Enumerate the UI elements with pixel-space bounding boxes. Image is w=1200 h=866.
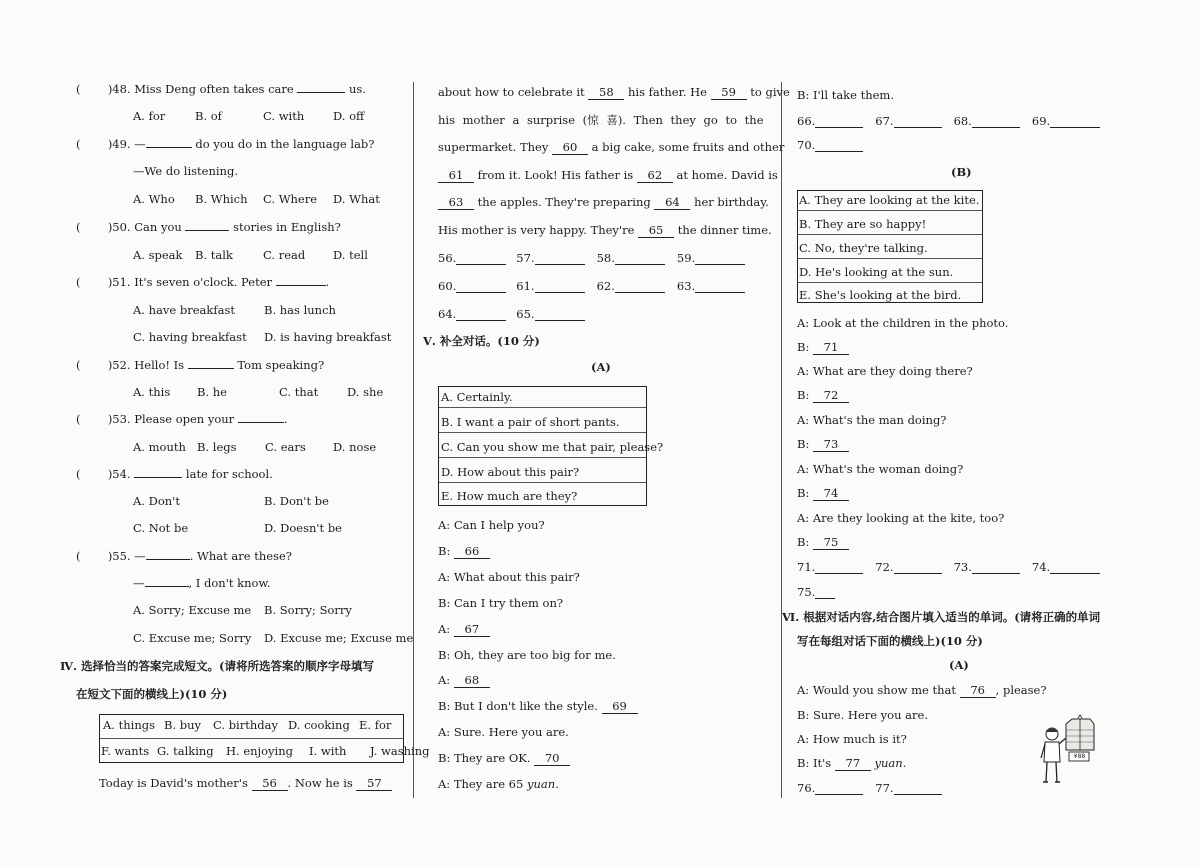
column-divider-left (413, 82, 414, 798)
answer-number: 64. (438, 307, 457, 321)
boy-and-jacket-image (1036, 714, 1096, 786)
answer-blank (146, 147, 192, 148)
option-a: A. Don't (133, 494, 180, 508)
blank-67: 67 (454, 622, 490, 637)
answer-line (894, 561, 942, 574)
section-5-part-b: (B) (951, 165, 972, 179)
answer-line (1050, 115, 1100, 128)
dialogue-b-line-3: A: What are they doing there? (797, 364, 973, 378)
word-a: A. things (103, 718, 155, 732)
dialogue-line-4: B: Can I try them on? (438, 596, 564, 610)
word-i: I. with (309, 744, 347, 758)
dialogue-b-line-7: A: What's the woman doing? (797, 462, 964, 476)
dialogue-line-10 (438, 751, 570, 766)
blank-62: 62 (637, 168, 673, 183)
answer-paren: ( (76, 82, 81, 96)
answer-paren: ( (76, 358, 81, 372)
answer-line (894, 115, 942, 128)
question-48 (76, 82, 366, 96)
options-51-row2 (133, 330, 391, 344)
word-bank-box (99, 714, 430, 763)
question-text-after: . (325, 275, 330, 289)
speaker: B: (797, 437, 810, 451)
column-divider-right (781, 82, 782, 798)
blank-68: 68 (454, 673, 490, 688)
option-d: D. He's looking at the sun. (799, 265, 954, 279)
answer-line (1050, 561, 1100, 574)
word-bank-separator (100, 738, 403, 739)
answer-line (535, 252, 585, 265)
word-b: B. buy (164, 718, 202, 732)
option-d: D. How about this pair? (441, 465, 580, 479)
answer-number: 63. (676, 279, 696, 293)
passage-line-7 (438, 223, 772, 238)
section-6-title-line1: Ⅵ. 根据对话内容,结合图片填入适当的单词。(请将正确的单词 (782, 610, 1101, 624)
answer-line (695, 280, 745, 293)
answer-line (695, 252, 745, 265)
word-c: C. birthday (213, 718, 278, 732)
option-d: D. nose (333, 440, 377, 454)
answer-line (972, 115, 1020, 128)
passage-line-6 (438, 195, 769, 210)
dialogue-options-box-b (797, 190, 983, 303)
question-text: Miss Deng often takes care (134, 82, 294, 96)
option-b: B. talk (195, 248, 233, 262)
question-49 (76, 137, 374, 151)
option-a: A. Who (133, 192, 175, 206)
passage-line-1 (99, 776, 392, 791)
question-number: )54. (107, 467, 131, 481)
section-6-title-line2: 写在每组对话下面的横线上)(10 分) (797, 634, 983, 648)
answer-lines-row-3 (438, 307, 585, 321)
speaker: B: (797, 388, 810, 402)
box-separator (439, 407, 646, 408)
option-e: E. How much are they? (441, 489, 578, 503)
answer-lines-row-1 (438, 251, 745, 265)
word-e: E. for (359, 718, 392, 732)
option-c: C. read (263, 248, 306, 262)
shopping-illustration (1036, 714, 1096, 786)
box-separator (439, 432, 646, 433)
blank-77: 77 (835, 756, 871, 771)
answer-number: 59. (676, 251, 696, 265)
dialogue-text: B: They are OK. (438, 751, 531, 765)
word-bank-row-1 (103, 718, 391, 732)
option-d: D. is having breakfast (264, 330, 392, 344)
dialogue-text: A: Would you show me that (797, 683, 956, 697)
answer-line (972, 561, 1020, 574)
passage-text: supermarket. They (438, 140, 549, 154)
dialogue-text: , please? (995, 683, 1047, 697)
word-d: D. cooking (288, 718, 350, 732)
passage-text: the dinner time. (677, 223, 772, 237)
question-number: )52. (107, 358, 131, 372)
question-text-after: . What are these? (189, 549, 292, 563)
question-55-reply (133, 576, 271, 590)
dialogue-line-1: A: Can I help you? (438, 518, 545, 532)
answer-lines-66-69 (797, 114, 1100, 128)
question-text-after: . (283, 412, 288, 426)
options-54-row2 (133, 521, 342, 535)
options-48 (133, 109, 364, 123)
dialogue-c-line-1 (797, 683, 1047, 698)
dialogue-line-2 (438, 544, 490, 559)
answer-blank (188, 368, 234, 369)
answer-paren: ( (76, 137, 81, 151)
answer-number: 60. (438, 279, 457, 293)
option-a: A. have breakfast (133, 303, 235, 317)
option-d: D. What (333, 192, 380, 206)
dialogue-b-line-1: A: Look at the children in the photo. (797, 316, 1009, 330)
option-d: D. Excuse me; Excuse me (264, 631, 414, 645)
answer-lines-row-2 (438, 279, 745, 293)
answer-line (535, 280, 585, 293)
passage-text: a big cake, some fruits and other (591, 140, 785, 154)
dialogue-b-line-6 (797, 437, 849, 452)
option-a: A. Certainly. (441, 390, 513, 404)
question-number: )49. (107, 137, 131, 151)
blank-69: 69 (602, 699, 638, 714)
currency-unit: yuan. (874, 756, 907, 770)
passage-text: . Now he is (287, 776, 353, 790)
answer-paren: ( (76, 549, 81, 563)
section-5-part-a: (A) (591, 360, 611, 374)
dash: — (134, 137, 146, 151)
dialogue-line-11 (438, 777, 559, 791)
dialogue-line-9: A: Sure. Here you are. (438, 725, 569, 739)
word-j: J. washing (370, 744, 430, 758)
question-50 (76, 220, 341, 234)
question-number: )51. (107, 275, 131, 289)
option-a: A. mouth (133, 440, 186, 454)
answer-number: 68. (953, 114, 972, 128)
answer-number: 61. (516, 279, 535, 293)
answer-number: 67. (875, 114, 894, 128)
answer-line (815, 561, 863, 574)
blank-59: 59 (711, 85, 747, 100)
question-54 (76, 467, 273, 481)
answer-number: 74. (1031, 560, 1051, 574)
blank-57: 57 (356, 776, 392, 791)
question-55 (76, 549, 292, 563)
dialogue-line-7 (438, 673, 490, 688)
option-b: B. They are so happy! (799, 217, 927, 231)
dialogue-b-line-9: A: Are they looking at the kite, too? (797, 511, 1005, 525)
passage-text: her birthday. (694, 195, 769, 209)
answer-line (815, 782, 863, 795)
box-separator (798, 210, 982, 211)
answer-line-70 (797, 138, 863, 152)
passage-text: from it. Look! His father is (477, 168, 634, 182)
blank-72: 72 (813, 388, 849, 403)
answer-line (894, 782, 942, 795)
blank-63: 63 (438, 195, 474, 210)
option-a: A. this (133, 385, 171, 399)
option-c: C. ears (265, 440, 306, 454)
answer-line (535, 308, 585, 321)
blank-61: 61 (438, 168, 474, 183)
answer-paren: ( (76, 275, 81, 289)
price-tag-label: ¥88 (1073, 753, 1086, 760)
options-53 (133, 440, 376, 454)
option-c: C. that (279, 385, 319, 399)
reply-text: , I don't know. (188, 576, 271, 590)
option-b: B. Which (195, 192, 248, 206)
box-separator (798, 258, 982, 259)
box-separator (439, 482, 646, 483)
answer-line-75 (797, 585, 835, 599)
passage-line-2 (438, 85, 790, 100)
speaker: B: (797, 340, 810, 354)
option-a: A. Sorry; Excuse me (133, 603, 252, 617)
answer-line (456, 252, 506, 265)
section-6-part-a: (A) (949, 658, 969, 672)
dialogue-c-line-3: A: How much is it? (797, 732, 907, 746)
question-text: Hello! Is (134, 358, 185, 372)
box-separator (798, 282, 982, 283)
passage-text: His mother is very happy. They're (438, 223, 635, 237)
options-51-row1 (133, 303, 336, 317)
dialogue-text: B: It's (797, 756, 832, 770)
dialogue-b-line-8 (797, 486, 849, 501)
options-55-row1 (133, 603, 352, 617)
blank-60: 60 (552, 140, 588, 155)
option-c: C. Where (263, 192, 318, 206)
speaker: A: (438, 622, 451, 636)
question-text-after: do you do in the language lab? (195, 137, 375, 151)
option-c: C. Excuse me; Sorry (133, 631, 252, 645)
answer-number: 57. (516, 251, 535, 265)
answer-blank (276, 285, 326, 286)
dialogue-line-8 (438, 699, 638, 714)
answer-number: 73. (953, 560, 972, 574)
option-a: A. for (133, 109, 166, 123)
answer-line (456, 280, 506, 293)
blank-66: 66 (454, 544, 490, 559)
option-d: D. she (347, 385, 384, 399)
answer-paren: ( (76, 220, 81, 234)
box-separator (798, 234, 982, 235)
passage-line-4 (438, 140, 784, 155)
question-51 (76, 275, 329, 289)
passage-text: to give (750, 85, 790, 99)
answer-line (456, 308, 506, 321)
dialogue-text: A: They are 65 (438, 777, 524, 791)
passage-text: the apples. They're preparing (477, 195, 651, 209)
section-5-title: Ⅴ. 补全对话。(10 分) (423, 334, 540, 348)
dialogue-b-line-10 (797, 535, 849, 550)
option-e: E. She's looking at the bird. (799, 288, 962, 302)
option-a: A. speak (133, 248, 183, 262)
passage-text: at home. David is (676, 168, 778, 182)
answer-number: 69. (1031, 114, 1051, 128)
passage-text: about how to celebrate it (438, 85, 585, 99)
answer-blank (297, 92, 345, 93)
answer-blank (145, 586, 189, 587)
question-text-after: us. (349, 82, 366, 96)
answer-number: 66. (797, 114, 816, 128)
options-52 (133, 385, 383, 399)
answer-line (815, 139, 863, 152)
word-h: H. enjoying (226, 744, 293, 758)
answer-blank (185, 230, 229, 231)
blank-64: 64 (654, 195, 690, 210)
passage-text: Today is David's mother's (99, 776, 248, 790)
answer-number: 62. (596, 279, 615, 293)
option-d: D. Doesn't be (264, 521, 342, 535)
dialogue-c-line-4 (797, 756, 906, 771)
speaker: B: (797, 535, 810, 549)
section-4-title-line1: Ⅳ. 选择恰当的答案完成短文。(请将所选答案的顺序字母填写 (60, 659, 374, 673)
options-50 (133, 248, 368, 262)
section-4-title-line2: 在短文下面的横线上)(10 分) (76, 687, 228, 701)
question-52 (76, 358, 324, 372)
speaker: B: (438, 544, 451, 558)
dialogue-line-5 (438, 622, 490, 637)
dialogue-b-line-4 (797, 388, 849, 403)
question-number: )48. (107, 82, 131, 96)
blank-70: 70 (534, 751, 570, 766)
word-bank-row-2 (101, 744, 429, 758)
passage-line-3: his mother a surprise (惊 喜). Then they go to the (438, 113, 764, 127)
blank-76: 76 (960, 683, 996, 698)
answer-lines-76-77 (797, 781, 942, 795)
answer-line (615, 252, 665, 265)
question-number: )50. (107, 220, 131, 234)
option-c: C. Not be (133, 521, 189, 535)
dialogue-final-line: B: I'll take them. (797, 88, 894, 102)
blank-56: 56 (252, 776, 288, 791)
option-b: B. Sorry; Sorry (264, 603, 352, 617)
dialogue-text: B: But I don't like the style. (438, 699, 598, 713)
answer-line (815, 586, 835, 599)
answer-paren: ( (76, 467, 81, 481)
blank-58: 58 (588, 85, 624, 100)
dialogue-b-line-2 (797, 340, 849, 355)
box-separator (439, 457, 646, 458)
option-b: B. of (195, 109, 222, 123)
answer-number: 65. (516, 307, 535, 321)
blank-74: 74 (813, 486, 849, 501)
currency-unit: yuan. (526, 777, 559, 791)
option-a: A. They are looking at the kite. (799, 193, 980, 207)
word-f: F. wants (101, 744, 150, 758)
answer-number: 58. (596, 251, 615, 265)
option-c: C. Can you show me that pair, please? (441, 440, 664, 454)
question-text-after: stories in English? (233, 220, 341, 234)
question-number: )55. (107, 549, 131, 563)
answer-paren: ( (76, 412, 81, 426)
answer-number: 56. (438, 251, 457, 265)
question-text: It's seven o'clock. Peter (134, 275, 273, 289)
question-49-reply: —We do listening. (133, 164, 238, 178)
passage-line-5 (438, 168, 778, 183)
answer-number: 71. (797, 560, 816, 574)
question-text: Can you (134, 220, 182, 234)
question-text-after: late for school. (185, 467, 273, 481)
answer-blank (146, 559, 190, 560)
options-55-row2 (133, 631, 413, 645)
question-number: )53. (107, 412, 131, 426)
answer-number: 77. (875, 781, 894, 795)
option-b: B. I want a pair of short pants. (441, 415, 620, 429)
option-d: D. off (333, 109, 365, 123)
dialogue-b-line-5: A: What's the man doing? (797, 413, 947, 427)
dash: — (134, 549, 146, 563)
option-d: D. tell (333, 248, 368, 262)
answer-blank (134, 477, 182, 478)
options-49 (133, 192, 380, 206)
option-b: B. legs (197, 440, 237, 454)
speaker: B: (797, 486, 810, 500)
dialogue-line-3: A: What about this pair? (438, 570, 580, 584)
dialogue-c-line-2: B: Sure. Here you are. (797, 708, 928, 722)
options-54-row1 (133, 494, 329, 508)
dialogue-line-6: B: Oh, they are too big for me. (438, 648, 616, 662)
option-b: B. has lunch (264, 303, 336, 317)
answer-lines-71-74 (797, 560, 1100, 574)
dialogue-options-box-a (438, 386, 664, 506)
blank-65: 65 (638, 223, 674, 238)
question-53 (76, 412, 287, 426)
passage-text: his father. He (628, 85, 707, 99)
answer-number: 75. (797, 585, 816, 599)
option-c: C. No, they're talking. (799, 241, 928, 255)
question-text: Please open your (134, 412, 235, 426)
blank-73: 73 (813, 437, 849, 452)
answer-line (615, 280, 665, 293)
option-b: B. Don't be (264, 494, 329, 508)
dash: — (133, 576, 145, 590)
answer-number: 70. (797, 138, 816, 152)
question-text-after: Tom speaking? (237, 358, 325, 372)
option-b: B. he (197, 385, 227, 399)
blank-75: 75 (813, 535, 849, 550)
blank-71: 71 (813, 340, 849, 355)
answer-number: 76. (797, 781, 816, 795)
answer-line (815, 115, 863, 128)
answer-blank (238, 422, 284, 423)
speaker: A: (438, 673, 451, 687)
option-c: C. having breakfast (133, 330, 247, 344)
word-g: G. talking (157, 744, 214, 758)
option-c: C. with (263, 109, 305, 123)
answer-number: 72. (875, 560, 894, 574)
